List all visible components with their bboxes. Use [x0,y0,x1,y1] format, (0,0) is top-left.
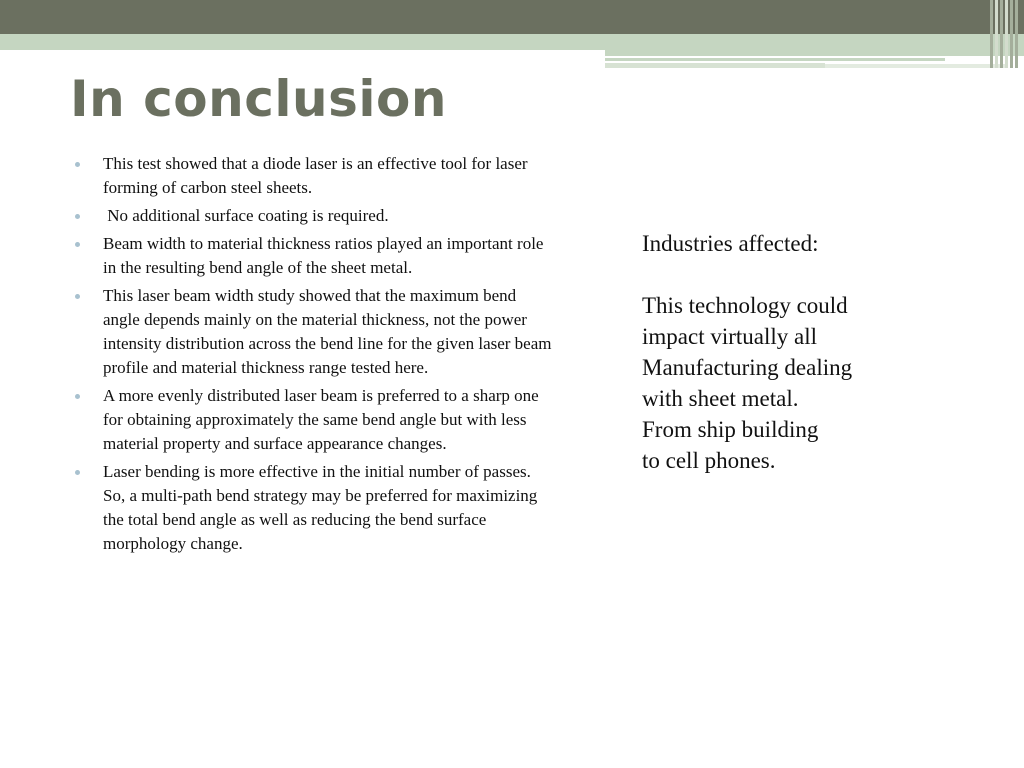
industries-line: From ship building [642,417,819,442]
slide-title: In conclusion [70,70,447,128]
bullet-icon [75,162,80,167]
header-band-right [605,58,945,61]
industries-line: This technology could [642,293,848,318]
bullet-icon [75,470,80,475]
bullet-item [75,232,555,280]
industries-heading: Industries affected: [642,231,819,256]
bullet-item [75,204,555,228]
bullet-text: No additional surface coating is required. [103,206,389,225]
industries-panel [642,228,942,476]
bullet-text: This laser beam width study showed that the maximum bend angle depends mainly on the material thickness, not the power intensity distribution across the bend line for the given laser beam profile and material thickness range tested here. [103,286,552,377]
bullet-icon [75,214,80,219]
header-band-thin [0,48,605,50]
bullet-text: This test showed that a diode laser is an effective tool for laser forming of carbon steel sheets. [103,154,528,197]
industries-line: Manufacturing dealing [642,355,853,380]
header-stripes [990,0,1024,68]
industries-line: impact virtually all [642,324,818,349]
header-band-right [825,64,1005,68]
header-band-right [605,48,1024,56]
bullet-item [75,460,555,556]
bullet-icon [75,294,80,299]
industries-line: to cell phones. [642,448,776,473]
bullet-text: Beam width to material thickness ratios played an important role in the resulting bend angle of the sheet metal. [103,234,544,277]
header-band-right [605,63,825,68]
bullet-item [75,152,555,200]
bullet-item [75,384,555,456]
bullet-icon [75,394,80,399]
bullet-icon [75,242,80,247]
bullet-item [75,284,555,380]
bullet-text: A more evenly distributed laser beam is preferred to a sharp one for obtaining approximately the same bend angle but with less material property and surface appearance changes. [103,386,539,453]
header-band-light [0,34,1024,48]
industries-line: with sheet metal. [642,386,799,411]
bullet-text: Laser bending is more effective in the initial number of passes. So, a multi-path bend strategy may be preferred for maximizing the total bend angle as well as reducing the bend surface morphology change. [103,462,538,553]
bullet-list [75,152,555,560]
header-band-dark [0,0,1024,34]
